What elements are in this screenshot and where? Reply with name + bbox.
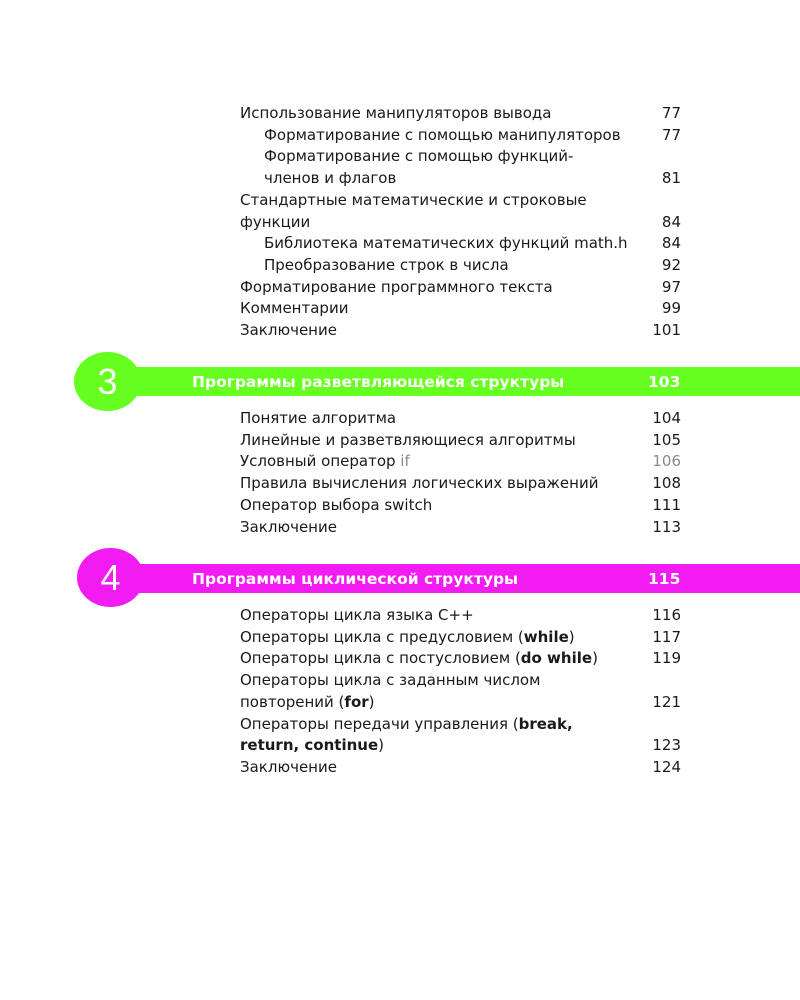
toc-entry-title: Операторы цикла с предусловием (while): [240, 627, 575, 646]
toc-entry[interactable]: [240, 627, 681, 649]
toc-entry-title: Форматирование программного текста: [240, 277, 553, 296]
toc-entry[interactable]: [240, 430, 681, 452]
toc-entry-page: 104: [652, 409, 681, 427]
toc-entry-page: 119: [652, 649, 681, 668]
toc-entry[interactable]: [240, 298, 681, 320]
toc-entry[interactable]: [240, 408, 681, 430]
toc-subentry[interactable]: [240, 255, 681, 277]
toc-entry[interactable]: [240, 320, 681, 342]
toc-entry[interactable]: [240, 495, 681, 517]
toc-entry-page: 81: [661, 169, 681, 188]
toc-entry-title: Линейные и разветвляющиеся алгоритмы: [240, 430, 576, 449]
chapter-4-title: Программы циклической структуры: [192, 569, 519, 588]
toc-entry[interactable]: [240, 670, 681, 713]
toc-entry[interactable]: [240, 605, 681, 627]
toc-entry[interactable]: [240, 103, 681, 125]
toc-entry[interactable]: [240, 714, 681, 757]
toc-entry[interactable]: [240, 757, 681, 779]
toc-entry-page: 105: [652, 430, 681, 449]
toc-entry-title: Операторы цикла языка C++: [240, 606, 474, 624]
toc-entry-page: 111: [652, 495, 681, 514]
chapter-4-number-badge: 4: [77, 548, 144, 607]
toc-entry-title: Форматирование с помощью функций- членов и флагов: [264, 147, 574, 188]
toc-entry-title: Использование манипуляторов вывода: [240, 104, 552, 122]
toc-entry-page: 106: [652, 452, 681, 471]
toc-entry-page: 116: [652, 606, 681, 624]
toc-entry-page: 124: [652, 757, 681, 776]
toc-entry-page: 108: [652, 474, 681, 493]
toc-entry-title: Заключение: [240, 321, 337, 340]
toc-entry[interactable]: [240, 451, 681, 473]
chapter-3-page: 103: [648, 372, 681, 391]
chapter-3-title: Программы разветвляющейся структуры: [192, 372, 565, 391]
toc-entry[interactable]: [240, 277, 681, 299]
chapter-3-entries: [240, 408, 681, 538]
toc-entry-page: 113: [652, 517, 681, 536]
chapter-3-number-badge: 3: [74, 352, 141, 411]
toc-entry-title: Заключение: [240, 757, 337, 776]
toc-entry-page: 121: [652, 692, 681, 711]
toc-entry-title: Операторы цикла с заданным числом повторений (for): [240, 671, 541, 711]
toc-entry-page: 97: [661, 277, 681, 296]
toc-entry-page: 77: [661, 104, 681, 122]
toc-entry-title: Преобразование строк в числа: [264, 255, 509, 274]
toc-entry[interactable]: [240, 648, 681, 670]
toc-entry-page: 84: [661, 234, 681, 253]
toc-entry[interactable]: [240, 190, 681, 233]
toc-entry-title: Комментарии: [240, 299, 349, 318]
toc-entry-title: Понятие алгоритма: [240, 409, 397, 427]
toc-entry-page: 77: [661, 125, 681, 144]
toc-entry-title: Правила вычисления логических выражений: [240, 474, 599, 493]
toc-entry-page: 84: [661, 212, 681, 231]
toc-section-continued: [240, 103, 681, 342]
toc-entry-title: Операторы цикла с постусловием (do while): [240, 649, 598, 668]
toc-subentry[interactable]: [240, 233, 681, 255]
toc-entry-title: Оператор выбора switch: [240, 495, 433, 514]
toc-entry-title: Заключение: [240, 517, 337, 536]
toc-entry-page: 101: [652, 321, 681, 340]
toc-entry-title: Операторы передачи управления (break, return, continue): [240, 714, 573, 755]
toc-entry-page: 117: [652, 627, 681, 646]
toc-entry-page: 99: [661, 299, 681, 318]
chapter-4-bar[interactable]: [125, 564, 800, 593]
toc-entry-title: Библиотека математических функций math.h: [264, 234, 628, 253]
toc-subentry[interactable]: [240, 146, 681, 189]
toc-entry-title: Форматирование с помощью манипуляторов: [264, 125, 621, 144]
toc-entry-page: 92: [661, 255, 681, 274]
toc-entry-page: 123: [652, 736, 681, 755]
toc-subentry[interactable]: [240, 125, 681, 147]
toc-entry[interactable]: [240, 517, 681, 539]
toc-entry[interactable]: [240, 473, 681, 495]
chapter-4-entries: [240, 605, 681, 779]
chapter-3-bar[interactable]: [125, 367, 800, 396]
chapter-4-page: 115: [648, 569, 681, 588]
toc-entry-title: Условный оператор if: [240, 452, 410, 471]
toc-entry-title: Стандартные математические и строковые функции: [240, 190, 587, 231]
